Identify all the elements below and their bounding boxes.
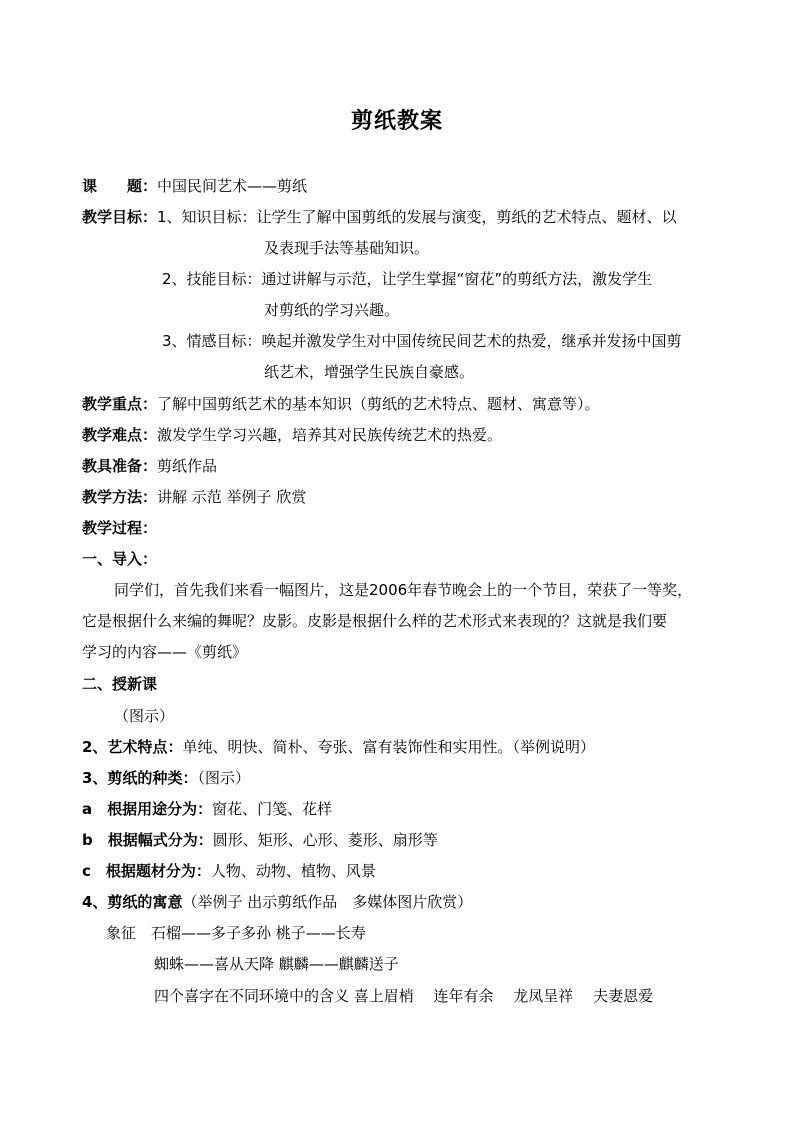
art-features-label: 2、艺术特点：	[82, 738, 183, 756]
method-label: 教学方法：	[82, 488, 158, 506]
by-format-row	[82, 830, 438, 850]
key-point-row	[82, 394, 600, 414]
symbol-line2: 蜘蛛——喜从天降 麒麟——麒麟送子	[154, 955, 399, 973]
goal2-line1: 2、技能目标：通过讲解与示范，让学生掌握“窗花”的剪纸方法，激发学生	[162, 270, 653, 288]
meaning-value: （举例子 出示剪纸作品 多媒体图片欣赏）	[182, 893, 473, 911]
difficulty-row	[82, 425, 502, 445]
intro-paragraph-line1: 同学们，首先我们来看一幅图片，这是2006年春节晚会上的一个节目，荣获了一等奖，	[114, 581, 693, 599]
tools-label: 教具准备：	[82, 457, 158, 475]
section2-heading: 二、授新课	[82, 675, 158, 693]
intro-paragraph-line2: 它是根据什么来编的舞呢？皮影。皮影是根据什么样的艺术形式来表现的？这就是我们要	[82, 612, 668, 630]
meaning-row	[82, 892, 472, 912]
topic-value: 中国民间艺术——剪纸	[157, 177, 308, 195]
goals-row	[82, 207, 677, 227]
illustration-note: （图示）	[114, 707, 175, 725]
symbol-line3: 四个喜字在不同环境中的含义 喜上眉梢 连年有余 龙凤呈祥 夫妻恩爱	[154, 987, 654, 1005]
intro-paragraph-line3: 学习的内容——《剪纸》	[82, 643, 248, 661]
goal1-line2: 及表现手法等基础知识。	[264, 239, 430, 257]
by-format-value: 圆形、矩形、心形、菱形、扇形等	[212, 831, 438, 849]
difficulty-value: 激发学生学习兴趣，培养其对民族传统艺术的热爱。	[157, 426, 503, 444]
by-use-row	[82, 799, 332, 819]
topic-label: 课 题：	[82, 177, 158, 195]
symbol-line1: 象征 石榴——多子多孙 桃子——长寿	[106, 924, 366, 942]
art-features-value: 单纯、明快、简朴、夸张、富有装饰性和实用性。（举例说明）	[182, 738, 595, 756]
goal3-line2: 纸艺术，增强学生民族自豪感。	[264, 363, 475, 381]
paper-types-value: （图示）	[197, 769, 250, 787]
by-use-value: 窗花、门笺、花样	[212, 800, 333, 818]
by-subject-value: 人物、动物、植物、风景	[210, 862, 376, 880]
goals-label: 教学目标：	[82, 208, 158, 226]
by-subject-row	[82, 861, 376, 881]
difficulty-label: 教学难点：	[82, 426, 158, 444]
by-format-label: b 根据幅式分为：	[82, 831, 213, 849]
art-features-row	[82, 737, 595, 757]
meaning-label: 4、剪纸的寓意	[82, 893, 183, 911]
process-heading: 教学过程：	[82, 519, 158, 537]
key-point-value: 了解中国剪纸艺术的基本知识（剪纸的艺术特点、题材、寓意等）。	[157, 395, 600, 413]
key-point-label: 教学重点：	[82, 395, 158, 413]
topic-row	[82, 176, 307, 196]
by-use-label: a 根据用途分为：	[82, 800, 213, 818]
by-subject-label: c 根据题材分为：	[82, 862, 211, 880]
paper-types-label: 3、剪纸的种类：	[82, 769, 198, 787]
method-row	[82, 487, 306, 507]
document-title: 剪纸教案	[350, 109, 443, 134]
tools-value: 剪纸作品	[157, 457, 218, 475]
tools-row	[82, 456, 217, 476]
paper-types-row	[82, 768, 250, 788]
section1-heading: 一、导入：	[82, 550, 158, 568]
method-value: 讲解 示范 举例子 欣赏	[157, 488, 307, 506]
goal3-line1: 3、情感目标：唤起并激发学生对中国传统民间艺术的热爱，继承并发扬中国剪	[162, 332, 682, 350]
goal2-line2: 对剪纸的学习兴趣。	[264, 301, 400, 319]
goal1-line1: 1、知识目标：让学生了解中国剪纸的发展与演变，剪纸的艺术特点、题材、以	[157, 208, 677, 226]
